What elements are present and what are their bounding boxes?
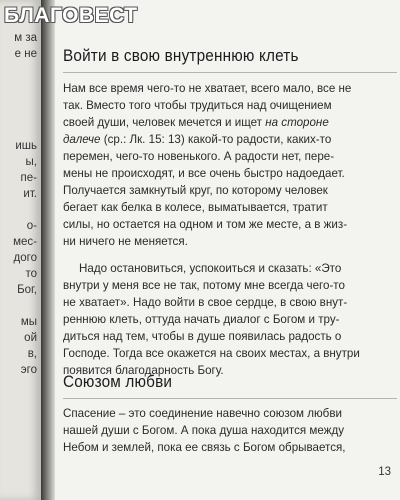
left-page-fragment: пе- [20,172,37,184]
text-line: так. Вместо того чтобы трудиться над очищением [63,99,332,112]
left-page-fragment: о- [26,220,37,232]
left-page-fragment: ит. [23,188,37,200]
left-page-fragment: мес- [13,236,37,248]
text-line: далече (ср.: Лк. 15: 13) какой-то радости, каких-то [63,133,332,146]
text-line: Получается замкнутый круг, по которому человек [63,184,328,197]
text-line: бегает как белка в колесе, выматывается, тратит [63,201,328,214]
book-page [55,0,400,500]
left-page-fragment: ишь [15,140,37,152]
text-line: Спасение – это соединение навечно союзом любви [63,407,342,420]
left-page-edge [0,0,41,500]
text-line: ни ничего не меняется. [63,235,188,248]
left-page-fragment: в, [27,348,37,360]
text-line: Нам все время чего-то не хватает, всего мало, все не [63,82,352,95]
text-line: Небом и землей, пока ее связь с Богом обрывается, [63,441,346,454]
left-page-fragment: мы [20,316,37,328]
left-page-fragment: ой [24,332,37,344]
page-number: 13 [378,466,391,478]
left-page-fragment: дого [13,252,37,264]
heading-underline [63,398,397,399]
text-line: реннюю клеть, оттуда начать диалог с Богом и тру- [63,313,340,326]
text-line: появится благодарность Богу. [63,364,224,377]
watermark-logo: БЛАГОВЕСТ [4,4,138,27]
text-line: Господе. Тогда все окажется на своих местах, а внутри [63,347,360,360]
left-page-fragment: Бог, [17,284,37,296]
text-line: внутри у меня все не так, потому мне всегда чего-то [63,279,345,292]
section-heading-1: Войти в свою внутреннюю клеть [63,46,299,65]
text-line: диться над тем, чтобы в душе появилась радость о [63,330,342,343]
left-page-fragment: ы, [25,156,37,168]
text-line: не хватает». Надо войти в свое сердце, в свою внут- [63,296,348,309]
text-line: нашей души с Богом. А пока душа находится между [63,424,345,437]
section-heading-2: Союзом любви [63,372,173,391]
text-line: силы, но остается на одном и том же месте, а в жиз- [63,218,348,231]
left-page-fragment: е не [14,48,37,60]
book-gutter [41,0,55,500]
text-line: своей души, человек мечется и ищет на стороне [63,116,329,129]
heading-underline [63,72,397,73]
left-page-fragment: м за [14,32,37,44]
text-line: Надо остановиться, успокоиться и сказать: «Это [79,262,342,275]
left-page-fragment: эго [20,364,37,376]
text-line: мены не происходят, и все очень быстро надоедает. [63,167,345,180]
left-page-fragment: то [25,268,37,280]
text-line: перемен, чего-то новенького. А радости нет, пере- [63,150,335,163]
